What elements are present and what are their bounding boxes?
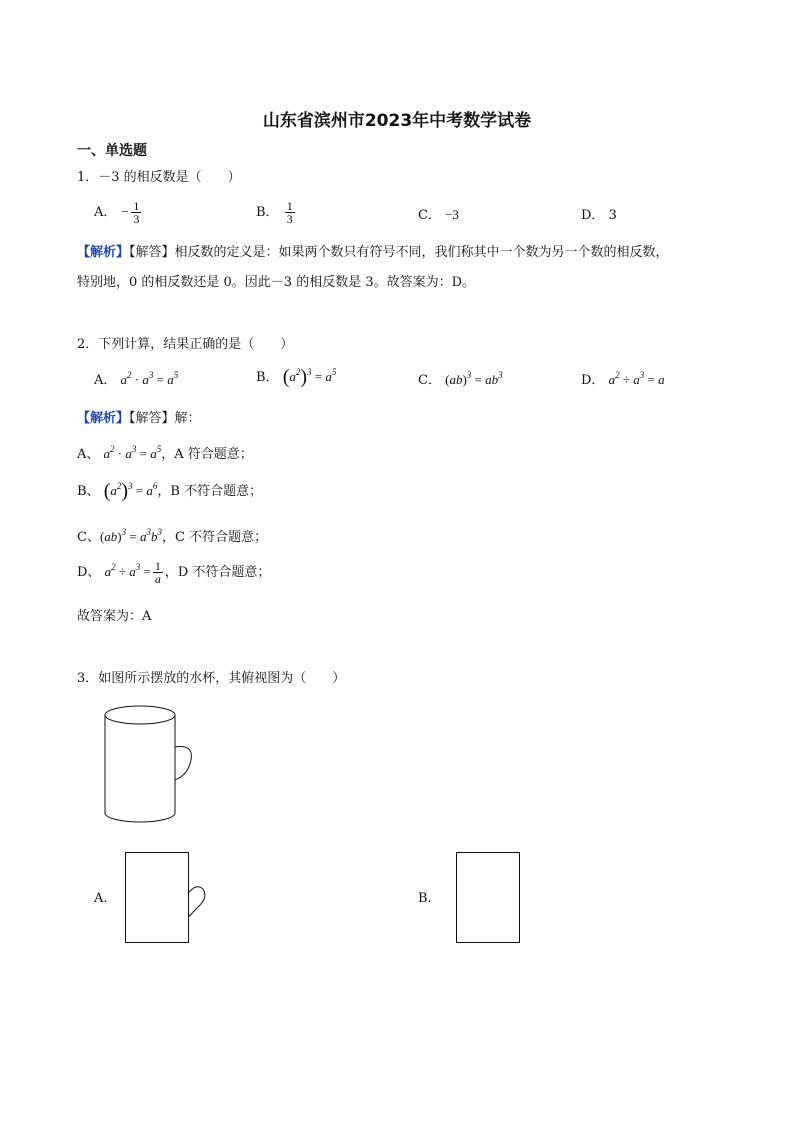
q2-option-a-label: A． [94, 373, 117, 388]
q1-option-c [418, 204, 459, 223]
q3-option-b-figure [455, 851, 525, 946]
q2-line-d: D、 $a^2 \div a^3$ = $\frac{1}{a}$ ，D 不符合题意； [77, 559, 271, 586]
q1-option-d-label: D． [581, 208, 605, 223]
q2-analysis-head: 【解析】【解答】解： [77, 411, 201, 426]
q3-option-a-figure [124, 851, 214, 946]
q2-option-a [94, 369, 178, 388]
q1-option-d-value: 3 [608, 208, 617, 223]
q1-option-b-label: B． [256, 205, 279, 220]
q1-analysis-line1: 【解析】【解答】相反数的定义是：如果两个数只有符号不同，我们称其中一个数为另一个数的相反数， [77, 245, 669, 260]
q3-option-a-label: A. [94, 891, 108, 906]
q2-option-d [581, 369, 665, 388]
mug-handle [175, 747, 191, 780]
q1-stem: 1．－3 的相反数是（ ） [77, 170, 241, 185]
q2-line-b: B、 $(a^2)^3 = a^6$，B 不符合题意； [77, 480, 263, 502]
q1-option-a-sign: − [120, 204, 130, 219]
q1-analysis-line2: 特别地，0 的相反数还是 0。因此－3 的相反数是 3。故答案为：D。 [77, 275, 476, 290]
q2-option-c-expr: $(ab)^3 = ab^3$ [445, 370, 503, 387]
mug-rim [105, 706, 175, 724]
q2-option-c-label: C． [418, 373, 441, 388]
mug-bottom [105, 813, 175, 822]
q1-option-c-value: −3 [445, 207, 459, 222]
q2-line-d-fraction: $\frac{1}{a}$ [154, 559, 161, 586]
q2-option-a-expr: $a^2 \cdot a^3 = a^5$ [120, 370, 179, 387]
q3-stem: 3．如图所示摆放的水杯，其俯视图为（ ） [77, 671, 346, 686]
q1-analysis-tag: 【解析】 [77, 245, 130, 260]
mug-figure [100, 700, 200, 825]
q2-option-b [256, 366, 336, 389]
q2-line-a: A、 $a^2 \cdot a^3 = a^5$，A 符合题意； [77, 444, 253, 462]
q1-option-d [581, 204, 617, 223]
q1-option-a-label: A． [94, 205, 117, 220]
q2-option-b-expr: $(a^2)^3 = a^5$ [282, 366, 337, 388]
section-heading: 一、单选题 [77, 143, 147, 159]
q2-option-d-label: D． [581, 373, 605, 388]
q1-option-a-fraction: $\frac{1}{3}$ [133, 199, 140, 226]
q1-option-b-fraction: $\frac{1}{3}$ [286, 199, 293, 226]
q2-option-d-expr: $a^2 \div a^3 = a$ [608, 370, 665, 387]
q1-option-a [94, 200, 143, 225]
q1-option-b [256, 200, 297, 225]
q2-line-c: C、$(ab)^3 = a^3b^3$，C 不符合题意； [77, 527, 268, 545]
q3-option-b-label: B. [418, 891, 432, 906]
q2-option-b-label: B． [256, 370, 279, 385]
top-view-rectangle [457, 853, 520, 943]
q2-analysis-tag: 【解析】 [77, 411, 130, 426]
page-title: 山东省滨州市2023年中考数学试卷 [262, 111, 532, 131]
q2-option-c [418, 369, 503, 388]
q2-stem: 2．下列计算，结果正确的是（ ） [77, 337, 294, 352]
q1-option-c-label: C． [418, 208, 441, 223]
top-view-rectangle [126, 853, 189, 943]
top-view-handle [189, 887, 205, 917]
q2-answer: 故答案为：A [77, 609, 152, 624]
